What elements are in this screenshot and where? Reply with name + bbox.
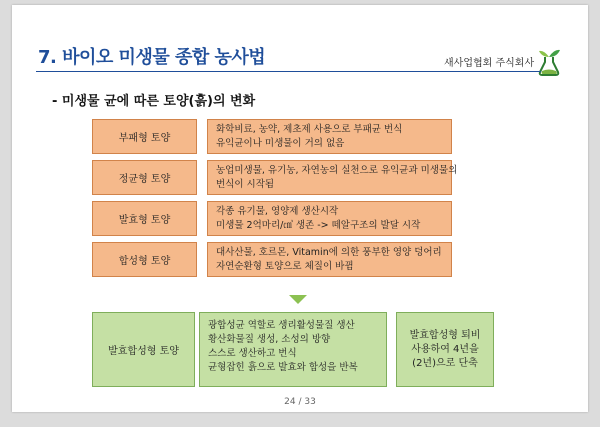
- company-name: 새사업협회 주식회사: [444, 58, 535, 69]
- flask-leaf-logo-icon: [536, 47, 562, 77]
- row-desc-fermentation: [207, 201, 452, 236]
- result-note-line: (2년)으로 단축: [412, 357, 478, 369]
- result-note-line: 발효합성형 퇴비: [409, 329, 481, 341]
- page-title: 7. 바이오 미생물 종합 농사법: [38, 47, 266, 68]
- row-desc-line: 화학비료, 농약, 제초제 사용으로 부패균 번식: [216, 124, 403, 135]
- row-label-synthesis: 합성형 토양: [92, 242, 197, 277]
- page-number: 24 / 33: [284, 397, 316, 407]
- result-label: 발효합성형 토양: [108, 346, 179, 357]
- result-detail-line: 황산화물질 생성, 소성의 방향: [208, 334, 331, 345]
- row-label-static: 정균형 토양: [92, 160, 197, 195]
- row-desc-line: 미생물 2억마리/㎤ 생존 -> 떼알구조의 발달 시작: [216, 220, 421, 231]
- row-desc-line: 각종 유기물, 영양제 생산시작: [216, 206, 339, 217]
- row-desc-line: 유익균이나 미생물이 거의 없음: [216, 138, 345, 149]
- row-desc-line: 농업미생물, 유기농, 자연농의 실천으로 유익균과 미생물의: [216, 165, 458, 176]
- result-label-box: [92, 312, 195, 387]
- down-arrow-icon: [289, 295, 307, 304]
- result-detail-line: 스스로 생산하고 번식: [208, 348, 297, 359]
- result-detail-line: 균형잡힌 흙으로 발효와 합성을 반복: [208, 362, 358, 373]
- result-details-box: [199, 312, 387, 387]
- result-note-line: 사용하여 4년을: [411, 343, 479, 355]
- row-desc-synthesis: [207, 242, 452, 277]
- row-desc-line: 번식이 시작됨: [216, 179, 275, 190]
- row-desc-line: 자연순환형 토양으로 체질이 바뀜: [216, 261, 354, 272]
- row-label-fermentation: 발효형 토양: [92, 201, 197, 236]
- result-note-box: [396, 312, 494, 387]
- slide: [12, 5, 588, 412]
- section-subtitle: - 미생물 균에 따른 토양(흙)의 변화: [52, 94, 256, 109]
- row-desc-decay: [207, 119, 452, 154]
- row-desc-static: [207, 160, 458, 195]
- row-label-decay: 부패형 토양: [92, 119, 197, 154]
- row-desc-line: 대사산물, 호르몬, Vitamin에 의한 풍부한 영양 덩어리: [216, 247, 442, 258]
- title-divider: [36, 71, 541, 72]
- result-detail-line: 광합성균 역할로 생리활성물질 생산: [208, 320, 355, 331]
